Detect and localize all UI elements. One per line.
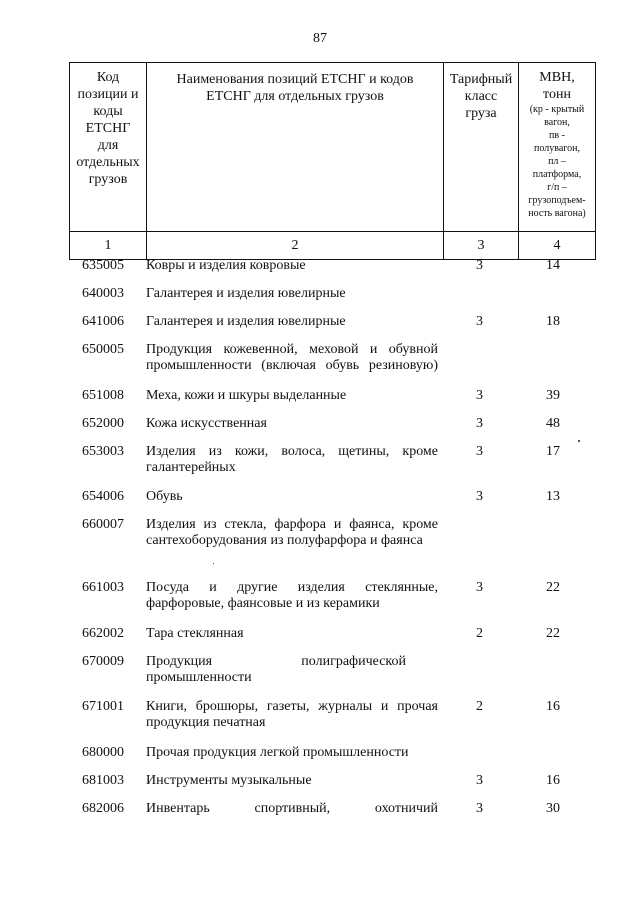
- column-number-3: 3: [444, 232, 519, 260]
- header-mvn-note: ность вагона): [528, 208, 586, 219]
- header-code-line: ЕТСНГ: [85, 121, 131, 136]
- row-name: Кожа искусственная: [146, 416, 267, 431]
- row-name: Продукция полиграфической промышленности: [146, 654, 406, 685]
- row-name: Посуда и другие изделия стеклянные, фарфоровые, фаянсовые и из керамики: [146, 580, 438, 611]
- header-mvn-note: пв -: [549, 130, 565, 141]
- row-tariff: 3: [476, 773, 483, 788]
- column-number-1: 1: [70, 232, 147, 260]
- row-name: Галантерея и изделия ювелирные: [146, 314, 346, 329]
- header-mvn-note: г/п –: [547, 182, 567, 193]
- row-code: 681003: [82, 773, 124, 788]
- row-name: Продукция кожевенной, меховой и обувной промышленности (включая обувь резиновую): [146, 342, 438, 373]
- header-name: [147, 63, 444, 232]
- column-number-4: 4: [519, 232, 596, 260]
- header-mvn-note: грузоподъем-: [528, 195, 586, 206]
- row-name: Прочая продукция легкой промышленности: [146, 745, 409, 760]
- row-mvn: 39: [546, 388, 560, 403]
- header-mvn-note: (кр - крытый: [529, 104, 585, 115]
- row-name: Меха, кожи и шкуры выделанные: [146, 388, 347, 403]
- header-code: [70, 63, 147, 232]
- row-code: 671001: [82, 699, 124, 714]
- header-code-line: позиции и: [77, 87, 139, 102]
- row-name: Изделия из стекла, фарфора и фаянса, кроме сантехоборудования из полуфарфора и фаянса: [146, 517, 438, 548]
- row-name: Книги, брошюры, газеты, журналы и прочая продукция печатная: [146, 699, 438, 730]
- row-mvn: 13: [546, 489, 560, 504]
- row-mvn: 17: [546, 444, 560, 459]
- row-code: 682006: [82, 801, 124, 816]
- row-code: 661003: [82, 580, 124, 595]
- row-tariff: 2: [476, 699, 483, 714]
- header-mvn-note: полувагон,: [534, 143, 580, 154]
- row-code: 641006: [82, 314, 124, 329]
- header-mvn-title: тонн: [543, 87, 571, 102]
- row-code: 660007: [82, 517, 124, 532]
- header-code-line: коды: [93, 104, 123, 119]
- row-tariff: 3: [476, 801, 483, 816]
- row-mvn: 22: [546, 626, 560, 641]
- row-code: 680000: [82, 745, 124, 760]
- header-mvn-title: МВН,: [539, 70, 575, 85]
- row-mvn: 18: [546, 314, 560, 329]
- header-tariff-line: класс: [464, 89, 498, 104]
- column-number-2: 2: [147, 232, 444, 260]
- row-name: Тара стеклянная: [146, 626, 244, 641]
- row-mvn: 22: [546, 580, 560, 595]
- row-code: 650005: [82, 342, 124, 357]
- header-tariff-line: груза: [465, 106, 497, 121]
- table-header: [69, 62, 596, 260]
- row-tariff: 3: [476, 444, 483, 459]
- row-name: Изделия из кожи, волоса, щетины, кроме галантерейных: [146, 444, 438, 475]
- page-number: 87: [313, 31, 327, 46]
- row-tariff: 3: [476, 388, 483, 403]
- header-code-line: Код: [96, 70, 120, 85]
- header-tariff: [444, 63, 519, 232]
- row-code: 653003: [82, 444, 124, 459]
- row-tariff: 3: [476, 314, 483, 329]
- header-code-line: грузов: [88, 172, 128, 187]
- row-code: 670009: [82, 654, 124, 669]
- row-code: 640003: [82, 286, 124, 301]
- row-mvn: 48: [546, 416, 560, 431]
- row-name: Ковры и изделия ковровые: [146, 258, 306, 273]
- header-code-line: для: [97, 138, 119, 153]
- scan-speck: [213, 563, 214, 564]
- scan-speck: [578, 440, 580, 442]
- row-mvn: 16: [546, 699, 560, 714]
- row-code: 654006: [82, 489, 124, 504]
- row-tariff: 3: [476, 580, 483, 595]
- row-code: 651008: [82, 388, 124, 403]
- row-tariff: 3: [476, 416, 483, 431]
- header-tariff-line: Тарифный: [449, 72, 513, 87]
- header-name-line: ЕТСНГ для отдельных грузов: [206, 89, 384, 104]
- row-name: Галантерея и изделия ювелирные: [146, 286, 346, 301]
- header-name-line: Наименования позиций ЕТСНГ и кодов: [176, 72, 414, 87]
- header-mvn-note: пл –: [548, 156, 566, 167]
- row-code: 652000: [82, 416, 124, 431]
- row-tariff: 3: [476, 489, 483, 504]
- header-mvn: [519, 63, 596, 232]
- row-code: 635005: [82, 258, 124, 273]
- row-tariff: 3: [476, 258, 483, 273]
- header-code-line: отдельных: [76, 155, 140, 170]
- header-mvn-note: вагон,: [544, 117, 570, 128]
- row-tariff: 2: [476, 626, 483, 641]
- row-name: Инвентарь спортивный, охотничий: [146, 801, 438, 816]
- row-mvn: 30: [546, 801, 560, 816]
- row-mvn: 14: [546, 258, 560, 273]
- row-mvn: 16: [546, 773, 560, 788]
- row-name: Инструменты музыкальные: [146, 773, 312, 788]
- row-name: Обувь: [146, 489, 183, 504]
- row-code: 662002: [82, 626, 124, 641]
- header-mvn-note: платформа,: [532, 169, 582, 180]
